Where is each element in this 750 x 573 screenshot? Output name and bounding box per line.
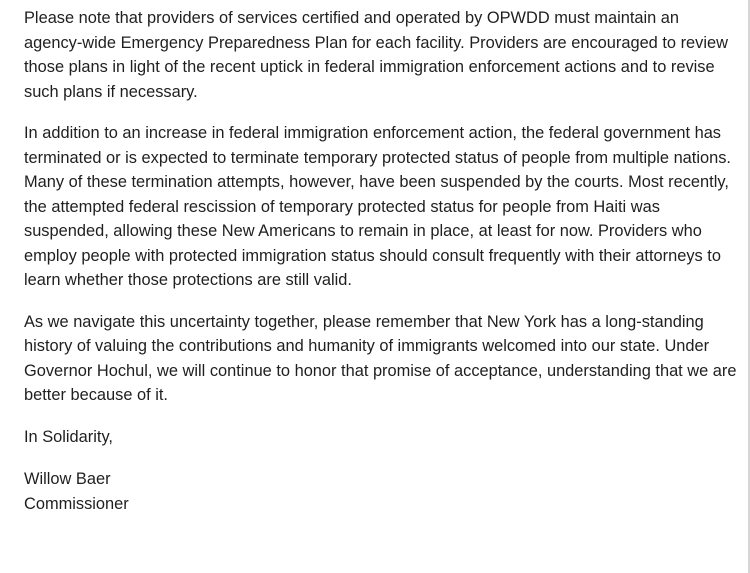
letter-body	[24, 6, 738, 533]
signer-name: Willow Baer	[24, 470, 111, 488]
paragraph-new-york-commitment: As we navigate this uncertainty together, please remember that New York has a long-standing history of valuing the contributions and humanity of immigrants welcomed into our state. Under Governor Hochul, we will continue to honor that promise of acceptance, understanding that we are better because of it.	[24, 312, 737, 404]
signer-title: Commissioner	[24, 494, 129, 513]
paragraph-emergency-preparedness: Please note that providers of services certified and operated by OPWDD must maintain an agency-wide Emergency Preparedness Plan for each facility. Providers are encouraged to review those plans in light of the recent uptick in federal immigration enforcement actions and to revise such plans if necessary.	[24, 9, 728, 101]
closing-salutation: In Solidarity,	[24, 427, 113, 446]
paragraph-temporary-protected-status: In addition to an increase in federal immigration enforcement action, the federal government has terminated or is expected to terminate temporary protected status of people from multiple nations. Many of these termination attempts, however, have been suspended by the courts. Most recently, the attempted federal rescission of temporary protected status for people from Haiti was suspended, allowing these New Americans to remain in place, at least for now. Providers who employ people with protected immigration status should consult frequently with their attorneys to learn whether those protections are still valid.	[24, 124, 731, 289]
signature-block	[24, 467, 738, 516]
